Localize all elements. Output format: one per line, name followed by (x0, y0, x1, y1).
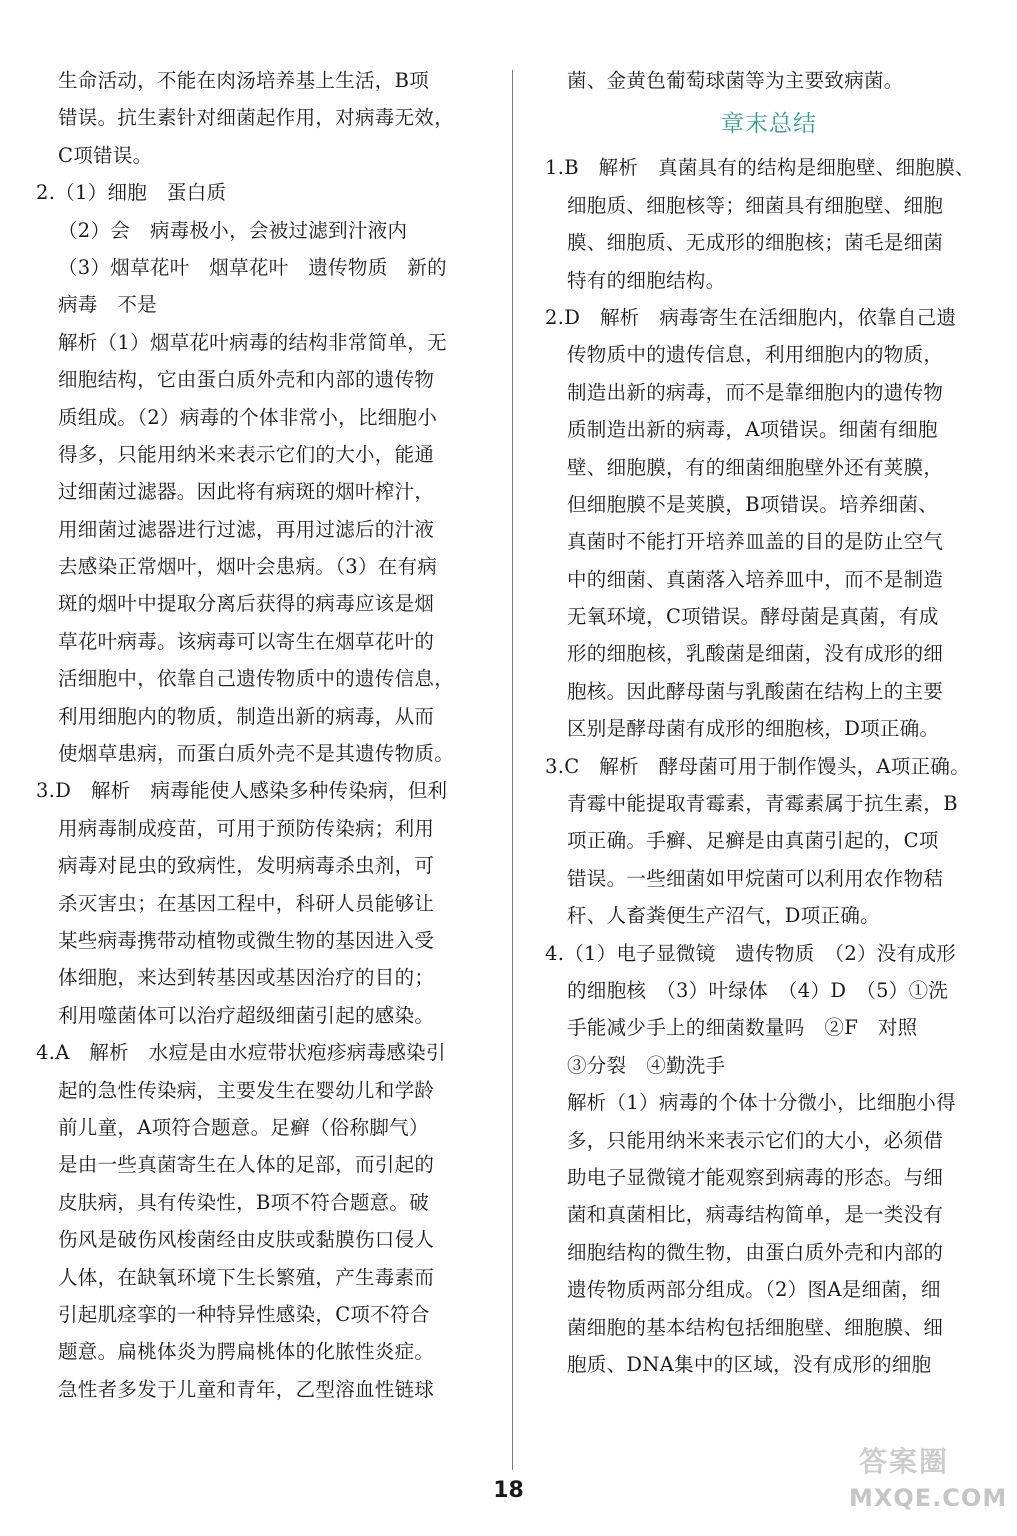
text-line: 膜、细胞质、无成形的细胞核；菌毛是细菌 (567, 231, 944, 255)
text-line: 利用细胞内的物质，制造出新的病毒，从而 (58, 704, 435, 728)
text-line: 病毒 不是 (58, 293, 158, 317)
text-line: 菌、金黄色葡萄球菌等为主要致病菌。 (567, 69, 904, 92)
text-line: 细胞结构的微生物，由蛋白质外壳和内部的 (567, 1240, 944, 1264)
text-line: 活细胞中，依靠自己遗传物质中的遗传信息， (58, 667, 455, 691)
text-line: 胞核。因此酵母菌与乳酸菌在结构上的主要 (567, 679, 944, 703)
text-line: 形的细胞核，乳酸菌是细菌，没有成形的细 (567, 642, 944, 666)
text-line: 2.（1）细胞 蛋白质 (36, 181, 227, 205)
text-line: ③分裂 ④勤洗手 (567, 1053, 726, 1077)
text-line: 皮肤病，具有传染性，B项不符合题意。破 (58, 1190, 430, 1214)
watermark-site-text: MXQE.COM (849, 1484, 1008, 1512)
text-line: 菌细胞的基本结构包括细胞壁、细胞膜、细 (567, 1315, 944, 1339)
text-line: 但细胞膜不是荚膜，B项错误。培养细菌、 (567, 492, 939, 516)
text-line: 病毒对昆虫的致病性，发明病毒杀虫剂，可 (58, 854, 435, 878)
text-line: 某些病毒携带动植物或微生物的基因进入受 (58, 928, 435, 952)
text-line: 人体，在缺氧环境下生长繁殖，产生毒素而 (58, 1265, 435, 1289)
text-line: 用病毒制成疫苗，可用于预防传染病；利用 (58, 816, 435, 840)
text-line: 胞质、DNA集中的区域，没有成形的细胞 (567, 1352, 932, 1376)
text-line: 多，只能用纳米来表示它们的大小，必须借 (567, 1128, 944, 1152)
text-line: 项正确。手癣、足癣是由真菌引起的，C项 (567, 829, 939, 853)
text-line: 中的细菌、真菌落入培养皿中，而不是制造 (567, 567, 944, 591)
text-line: 得多，只能用纳米来表示它们的大小，能通 (58, 442, 435, 466)
text-line: 传物质中的遗传信息，利用细胞内的物质， (567, 343, 944, 367)
text-line: 利用噬菌体可以治疗超级细菌引起的感染。 (58, 1003, 435, 1027)
watermark-logo-text: 答案圈 (859, 1445, 950, 1478)
text-line: 特有的细胞结构。 (567, 268, 726, 292)
text-line: 解析（1）病毒的个体十分微小，比细胞小得 (567, 1091, 956, 1115)
text-line: 制造出新的病毒，而不是靠细胞内的遗传物 (567, 380, 944, 404)
text-line: 真菌时不能打开培养皿盖的目的是防止空气 (567, 530, 944, 554)
text-line: （3）烟草花叶 烟草花叶 遗传物质 新的 (58, 255, 447, 279)
text-line: 助电子显微镜才能观察到病毒的形态。与细 (567, 1165, 944, 1189)
text-line: 杀灭害虫；在基因工程中，科研人员能够让 (58, 891, 435, 915)
text-line: 1.B 解析 真菌具有的结构是细胞壁、细胞膜、 (545, 156, 975, 180)
left-column (36, 62, 481, 1408)
text-line: 用细菌过滤器进行过滤，再用过滤后的汁液 (58, 517, 435, 541)
column-divider (512, 70, 513, 1470)
text-line: 2.D 解析 病毒寄生在活细胞内，依靠自己遗 (545, 305, 957, 329)
watermark-logo (849, 1440, 1008, 1524)
text-line: 细胞质、细胞核等；细菌具有细胞壁、细胞 (567, 193, 944, 217)
text-line: （2）会 病毒极小，会被过滤到汁液内 (58, 218, 408, 242)
text-line: 3.D 解析 病毒能使人感染多种传染病，但利 (36, 779, 448, 803)
right-column (545, 62, 983, 1383)
text-line: 生命活动，不能在肉汤培养基上生活，B项 (58, 69, 430, 92)
text-line: 解析（1）烟草花叶病毒的结构非常简单，无 (58, 330, 447, 354)
text-line: 前儿童，A项符合题意。足癣（俗称脚气） (58, 1115, 429, 1139)
text-line: 区别是酵母菌有成形的细胞核，D项正确。 (567, 717, 940, 741)
text-line: 使烟草患病，而蛋白质外壳不是其遗传物质。 (58, 742, 455, 766)
text-line: 起的急性传染病，主要发生在婴幼儿和学龄 (58, 1078, 435, 1102)
text-line: 无氧环境，C项错误。酵母菌是真菌，有成 (567, 605, 939, 629)
right-column-main-block (545, 149, 983, 1383)
text-line: 伤风是破伤风梭菌经由皮肤或黏膜伤口侵人 (58, 1228, 435, 1252)
text-line: 质组成。（2）病毒的个体非常小，比细胞小 (58, 405, 438, 429)
section-heading: 章末总结 (721, 111, 817, 138)
text-line: 题意。扁桃体炎为腭扁桃体的化脓性炎症。 (58, 1340, 435, 1364)
text-line: C项错误。 (58, 143, 153, 167)
text-line: 细胞结构，它由蛋白质外壳和内部的遗传物 (58, 368, 435, 392)
text-line: 斑的烟叶中提取分离后获得的病毒应该是烟 (58, 592, 435, 616)
text-line: 引起肌痉挛的一种特异性感染，C项不符合 (58, 1302, 430, 1326)
text-line: 秆、人畜粪便生产沼气，D项正确。 (567, 904, 880, 928)
text-line: 手能减少手上的细菌数量吗 ②F 对照 (567, 1016, 918, 1040)
text-line: 错误。一些细菌如甲烷菌可以利用农作物秸 (567, 866, 944, 890)
text-line: 体细胞，来达到转基因或基因治疗的目的； (58, 966, 435, 990)
text-line: 菌和真菌相比，病毒结构简单，是一类没有 (567, 1203, 944, 1227)
text-line: 青霉中能提取青霉素，青霉素属于抗生素，B (567, 792, 958, 816)
right-column-top-block (545, 62, 983, 99)
text-line: 是由一些真菌寄生在人体的足部，而引起的 (58, 1153, 435, 1177)
text-line: 过细菌过滤器。因此将有病斑的烟叶榨汁， (58, 480, 435, 504)
text-line: 质制造出新的病毒，A项错误。细菌有细胞 (567, 418, 938, 442)
text-line: 的细胞核 （3）叶绿体 （4）D （5）①洗 (567, 978, 949, 1002)
text-line: 4.（1）电子显微镜 遗传物质 （2）没有成形 (545, 941, 957, 965)
text-line: 4.A 解析 水痘是由水痘带状疱疹病毒感染引 (36, 1041, 446, 1065)
text-line: 去感染正常烟叶，烟叶会患病。（3）在有病 (58, 555, 438, 579)
text-line: 错误。抗生素针对细菌起作用，对病毒无效， (58, 106, 455, 130)
text-line: 3.C 解析 酵母菌可用于制作馒头，A项正确。 (545, 754, 971, 778)
page-number: 18 (493, 1478, 524, 1503)
text-line: 草花叶病毒。该病毒可以寄生在烟草花叶的 (58, 629, 435, 653)
text-line: 壁、细胞膜，有的细菌细胞壁外还有荚膜， (567, 455, 944, 479)
text-line: 遗传物质两部分组成。（2）图A是细菌，细 (567, 1278, 941, 1302)
text-line: 急性者多发于儿童和青年，乙型溶血性链球 (58, 1377, 435, 1401)
